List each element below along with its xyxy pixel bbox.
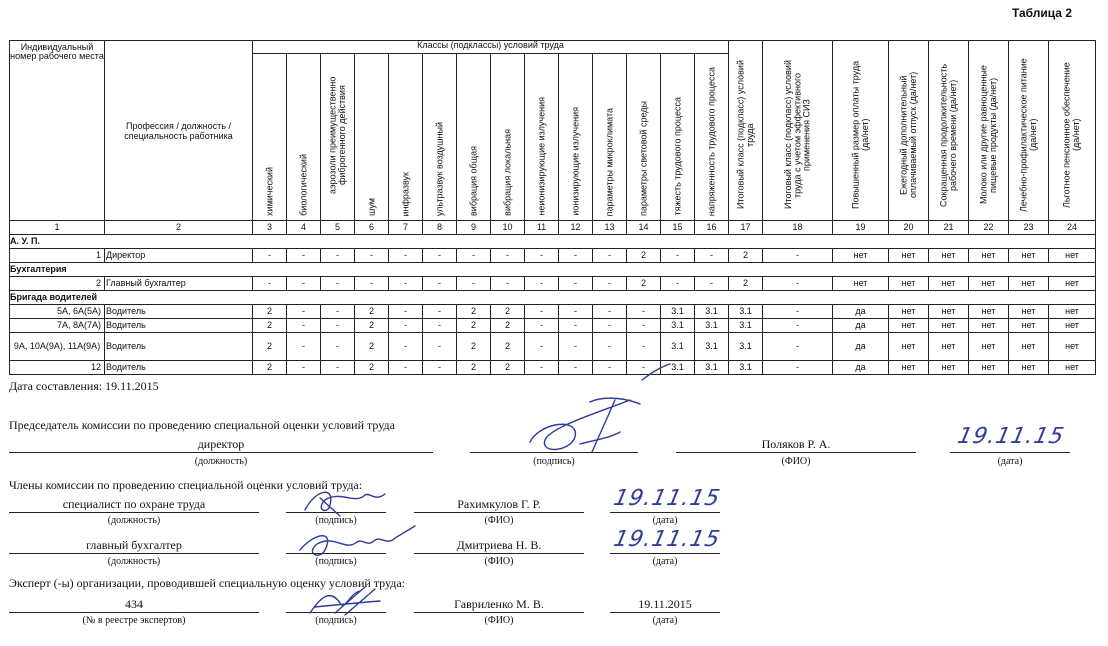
row-value: - — [423, 333, 457, 361]
table-row — [10, 361, 1096, 375]
member-1-position: специалист по охране труда — [9, 497, 259, 513]
column-number-cell: 18 — [763, 221, 833, 235]
row-value: нет — [889, 319, 929, 333]
header-factor: ультразвук воздушный — [423, 54, 457, 221]
row-profession: Директор — [105, 249, 253, 263]
row-value: нет — [969, 319, 1009, 333]
row-value: - — [559, 333, 593, 361]
date-label: Дата составления: — [9, 379, 103, 393]
row-value: - — [559, 249, 593, 263]
caption-signature: (подпись) — [533, 456, 575, 467]
header-final-class-siz: Итоговый класс (подкласс) условий труда с учетом эффективного применения СИЗ — [763, 41, 833, 221]
caption-position: (должность) — [107, 515, 161, 526]
row-value: - — [593, 277, 627, 291]
row-value: 2 — [253, 319, 287, 333]
caption-registry: (№ в реестре экспертов) — [82, 615, 186, 626]
header-factor: параметры световой среды — [627, 54, 661, 221]
row-value: нет — [889, 277, 929, 291]
row-value: - — [593, 361, 627, 375]
table-row — [10, 319, 1096, 333]
caption-signature: (подпись) — [315, 515, 357, 526]
member-1-date-handwritten: 19.11.15 — [611, 486, 723, 511]
row-value: нет — [929, 277, 969, 291]
row-value: - — [763, 305, 833, 319]
header-extra-4: Молоко или другие равноценные пищевые продукты (да/нет) — [969, 41, 1009, 221]
row-value: - — [525, 277, 559, 291]
row-value: 2 — [729, 249, 763, 263]
row-value: 2 — [355, 319, 389, 333]
date-line — [9, 379, 159, 394]
row-value: - — [389, 249, 423, 263]
header-extra-6: Льготное пенсионное обеспечение (да/нет) — [1049, 41, 1096, 221]
table-row — [10, 249, 1096, 263]
column-number-cell: 11 — [525, 221, 559, 235]
row-value: - — [321, 361, 355, 375]
row-value: 3.1 — [661, 305, 695, 319]
header-extra-5: Лечебно-профилактическое питание (да/нет) — [1009, 41, 1049, 221]
row-value: нет — [969, 249, 1009, 263]
row-value: 2 — [491, 319, 525, 333]
row-value: да — [833, 361, 889, 375]
member-2-position: главный бухгалтер — [9, 538, 259, 554]
caption-fio: (ФИО) — [484, 515, 514, 526]
row-profession: Водитель — [105, 319, 253, 333]
expert-date: 19.11.2015 — [610, 597, 720, 613]
caption-date: (дата) — [997, 456, 1023, 467]
row-value: нет — [1009, 305, 1049, 319]
column-number-cell: 7 — [389, 221, 423, 235]
row-value: нет — [833, 277, 889, 291]
table-signature-mark — [640, 362, 680, 382]
row-value: 3.1 — [729, 361, 763, 375]
row-value: - — [593, 305, 627, 319]
caption-date: (дата) — [652, 515, 678, 526]
row-id: 9А, 10А(9А), 11А(9А) — [10, 333, 105, 361]
column-number-cell: 17 — [729, 221, 763, 235]
row-value: 3.1 — [695, 319, 729, 333]
row-value: - — [661, 249, 695, 263]
row-value: 3.1 — [729, 319, 763, 333]
row-value: - — [389, 333, 423, 361]
row-value: 2 — [457, 333, 491, 361]
row-id: 1 — [10, 249, 105, 263]
caption-date: (дата) — [652, 615, 678, 626]
column-number-cell: 2 — [105, 221, 253, 235]
row-value: нет — [1049, 305, 1096, 319]
column-number-cell: 10 — [491, 221, 525, 235]
row-value: - — [525, 333, 559, 361]
expert-registry: 434 — [9, 597, 259, 613]
row-value: - — [593, 333, 627, 361]
chair-position: директор — [9, 437, 433, 453]
member-2-date-handwritten: 19.11.15 — [611, 527, 723, 552]
row-value: 2 — [253, 305, 287, 319]
section-row — [10, 263, 1096, 277]
column-number-cell: 22 — [969, 221, 1009, 235]
expert-signature — [305, 583, 395, 623]
row-value: - — [763, 361, 833, 375]
column-number-cell: 1 — [10, 221, 105, 235]
column-number-cell: 20 — [889, 221, 929, 235]
row-value: нет — [969, 277, 1009, 291]
row-value: 2 — [491, 361, 525, 375]
row-value: - — [287, 305, 321, 319]
column-number-cell: 21 — [929, 221, 969, 235]
row-value: да — [833, 319, 889, 333]
row-value: нет — [1009, 333, 1049, 361]
row-value: - — [627, 319, 661, 333]
row-value: - — [559, 361, 593, 375]
row-value: - — [457, 277, 491, 291]
row-value: 2 — [627, 249, 661, 263]
section-row — [10, 291, 1096, 305]
header-factor: аэрозоли преимущественно фиброгенного действия — [321, 54, 355, 221]
row-value: - — [593, 319, 627, 333]
row-value: - — [627, 305, 661, 319]
row-id: 2 — [10, 277, 105, 291]
header-factor: тяжесть трудового процесса — [661, 54, 695, 221]
row-profession: Водитель — [105, 361, 253, 375]
row-value: нет — [889, 305, 929, 319]
row-value: - — [423, 249, 457, 263]
column-number-cell: 5 — [321, 221, 355, 235]
column-number-cell: 9 — [457, 221, 491, 235]
table-row — [10, 277, 1096, 291]
row-value: нет — [889, 249, 929, 263]
section-title: Бухгалтерия — [10, 263, 1096, 277]
row-value: 3.1 — [661, 361, 695, 375]
row-value: 2 — [491, 333, 525, 361]
column-number-cell: 12 — [559, 221, 593, 235]
row-value: - — [525, 361, 559, 375]
row-value: 2 — [457, 305, 491, 319]
row-value: 2 — [355, 361, 389, 375]
row-value: - — [423, 361, 457, 375]
row-value: - — [253, 277, 287, 291]
column-number-cell: 19 — [833, 221, 889, 235]
row-value: - — [627, 333, 661, 361]
row-value: 3.1 — [661, 333, 695, 361]
row-value: нет — [1009, 319, 1049, 333]
column-number-cell: 13 — [593, 221, 627, 235]
row-id: 12 — [10, 361, 105, 375]
header-factor: параметры микроклимата — [593, 54, 627, 221]
row-value: - — [525, 249, 559, 263]
row-value: нет — [889, 361, 929, 375]
row-value: - — [321, 333, 355, 361]
row-value: 2 — [627, 277, 661, 291]
row-value: 2 — [729, 277, 763, 291]
row-value: - — [423, 319, 457, 333]
member-2-signature — [295, 522, 425, 562]
member-1-signature — [300, 480, 400, 520]
member-1-name: Рахимкулов Г. Р. — [414, 497, 584, 513]
row-id: 7А, 8А(7А) — [10, 319, 105, 333]
row-value: 3.1 — [729, 305, 763, 319]
row-value: - — [321, 249, 355, 263]
row-value: - — [287, 361, 321, 375]
row-value: 2 — [457, 319, 491, 333]
row-value: - — [321, 305, 355, 319]
row-value: нет — [1009, 277, 1049, 291]
row-value: да — [833, 333, 889, 361]
column-number-cell: 6 — [355, 221, 389, 235]
caption-fio: (ФИО) — [484, 615, 514, 626]
header-factor: вибрация общая — [457, 54, 491, 221]
expert-heading: Эксперт (-ы) организации, проводившей специальную оценку условий труда: — [9, 576, 406, 590]
column-number-cell: 24 — [1049, 221, 1096, 235]
caption-fio: (ФИО) — [484, 556, 514, 567]
header-extra-1: Повышенный размер оплаты труда (да/нет) — [833, 41, 889, 221]
row-value: - — [321, 319, 355, 333]
column-number-cell: 3 — [253, 221, 287, 235]
row-value: - — [627, 361, 661, 375]
header-factor: вибрация локальная — [491, 54, 525, 221]
row-value: 2 — [253, 361, 287, 375]
expert-name: Гавриленко М. В. — [414, 597, 584, 613]
row-value: - — [423, 305, 457, 319]
row-value: 2 — [491, 305, 525, 319]
row-value: нет — [1009, 249, 1049, 263]
row-value: нет — [889, 333, 929, 361]
row-value: - — [321, 277, 355, 291]
row-value: - — [525, 319, 559, 333]
row-value: нет — [929, 333, 969, 361]
row-value: 2 — [355, 333, 389, 361]
header-factor: инфразвук — [389, 54, 423, 221]
caption-date: (дата) — [652, 556, 678, 567]
row-value: - — [593, 249, 627, 263]
row-value: нет — [929, 249, 969, 263]
table-row — [10, 333, 1096, 361]
chair-heading: Председатель комиссии по проведению специальной оценки условий труда — [9, 418, 395, 432]
row-value: 3.1 — [695, 305, 729, 319]
row-value: - — [763, 249, 833, 263]
table-row — [10, 305, 1096, 319]
column-number-cell: 16 — [695, 221, 729, 235]
members-heading: Члены комиссии по проведению специальной оценки условий труда: — [9, 478, 363, 492]
row-value: - — [491, 249, 525, 263]
row-value: - — [389, 305, 423, 319]
date-value: 19.11.2015 — [105, 379, 159, 393]
caption-position: (должность) — [107, 556, 161, 567]
row-value: 2 — [253, 333, 287, 361]
column-numbers-row — [10, 221, 1096, 235]
row-value: - — [695, 249, 729, 263]
row-value: - — [253, 249, 287, 263]
header-profession: Профессия / должность / специальность работника — [105, 41, 253, 221]
header-individual-number: Индивидуальный номер рабочего места — [10, 41, 105, 221]
row-value: - — [457, 249, 491, 263]
row-value: - — [763, 319, 833, 333]
row-value: - — [763, 277, 833, 291]
row-value: - — [355, 277, 389, 291]
caption-signature: (подпись) — [315, 615, 357, 626]
column-number-cell: 15 — [661, 221, 695, 235]
row-value: 2 — [457, 361, 491, 375]
row-value: - — [559, 319, 593, 333]
row-value: 3.1 — [695, 333, 729, 361]
row-value: нет — [969, 305, 1009, 319]
row-value: 3.1 — [661, 319, 695, 333]
row-value: нет — [1049, 249, 1096, 263]
row-value: нет — [929, 305, 969, 319]
row-value: нет — [1049, 361, 1096, 375]
row-value: нет — [1009, 361, 1049, 375]
chair-date-handwritten: 19.11.15 — [955, 424, 1067, 449]
caption-position: (должность) — [194, 456, 248, 467]
chair-signature — [520, 392, 660, 462]
table-title: Таблица 2 — [1011, 6, 1072, 20]
header-factor: неионизирующие излучения — [525, 54, 559, 221]
member-2-name: Дмитриева Н. В. — [414, 538, 584, 554]
column-number-cell: 23 — [1009, 221, 1049, 235]
chair-name: Поляков Р. А. — [676, 437, 916, 453]
row-value: - — [559, 305, 593, 319]
header-extra-2: Ежегодный дополнительный оплачиваемый отпуск (да/нет) — [889, 41, 929, 221]
row-value: 2 — [355, 305, 389, 319]
row-value: - — [355, 249, 389, 263]
header-final-class: Итоговый класс (подкласс) условий труда — [729, 41, 763, 221]
row-value: - — [661, 277, 695, 291]
row-value: нет — [1049, 319, 1096, 333]
row-value: нет — [1049, 333, 1096, 361]
row-value: 3.1 — [729, 333, 763, 361]
row-value: нет — [1049, 277, 1096, 291]
header-factor: шум — [355, 54, 389, 221]
row-value: нет — [833, 249, 889, 263]
header-factor: напряженность трудового процесса — [695, 54, 729, 221]
row-value: - — [389, 319, 423, 333]
row-value: нет — [969, 361, 1009, 375]
row-value: - — [695, 277, 729, 291]
caption-fio: (ФИО) — [781, 456, 811, 467]
row-value: 3.1 — [695, 361, 729, 375]
row-id: 5А, 6А(5А) — [10, 305, 105, 319]
row-value: - — [287, 277, 321, 291]
row-profession: Водитель — [105, 305, 253, 319]
row-value: нет — [929, 361, 969, 375]
row-value: - — [525, 305, 559, 319]
section-row — [10, 235, 1096, 249]
column-number-cell: 4 — [287, 221, 321, 235]
row-value: да — [833, 305, 889, 319]
row-value: - — [389, 277, 423, 291]
section-title: А. У. П. — [10, 235, 1096, 249]
caption-signature: (подпись) — [315, 556, 357, 567]
row-value: - — [287, 319, 321, 333]
row-value: - — [559, 277, 593, 291]
header-extra-3: Сокращенная продолжительность рабочего времени (да/нет) — [929, 41, 969, 221]
row-value: - — [389, 361, 423, 375]
row-value: - — [763, 333, 833, 361]
row-profession: Главный бухгалтер — [105, 277, 253, 291]
row-value: нет — [969, 333, 1009, 361]
section-title: Бригада водителей — [10, 291, 1096, 305]
header-classes-group: Классы (подклассы) условий труда — [253, 41, 729, 54]
column-number-cell: 8 — [423, 221, 457, 235]
row-value: - — [423, 277, 457, 291]
assessment-table — [9, 40, 1096, 375]
header-factor: химический — [253, 54, 287, 221]
column-number-cell: 14 — [627, 221, 661, 235]
header-factor: биологический — [287, 54, 321, 221]
header-factor: ионизирующие излучения — [559, 54, 593, 221]
row-value: - — [491, 277, 525, 291]
row-value: нет — [929, 319, 969, 333]
row-profession: Водитель — [105, 333, 253, 361]
row-value: - — [287, 333, 321, 361]
row-value: - — [287, 249, 321, 263]
